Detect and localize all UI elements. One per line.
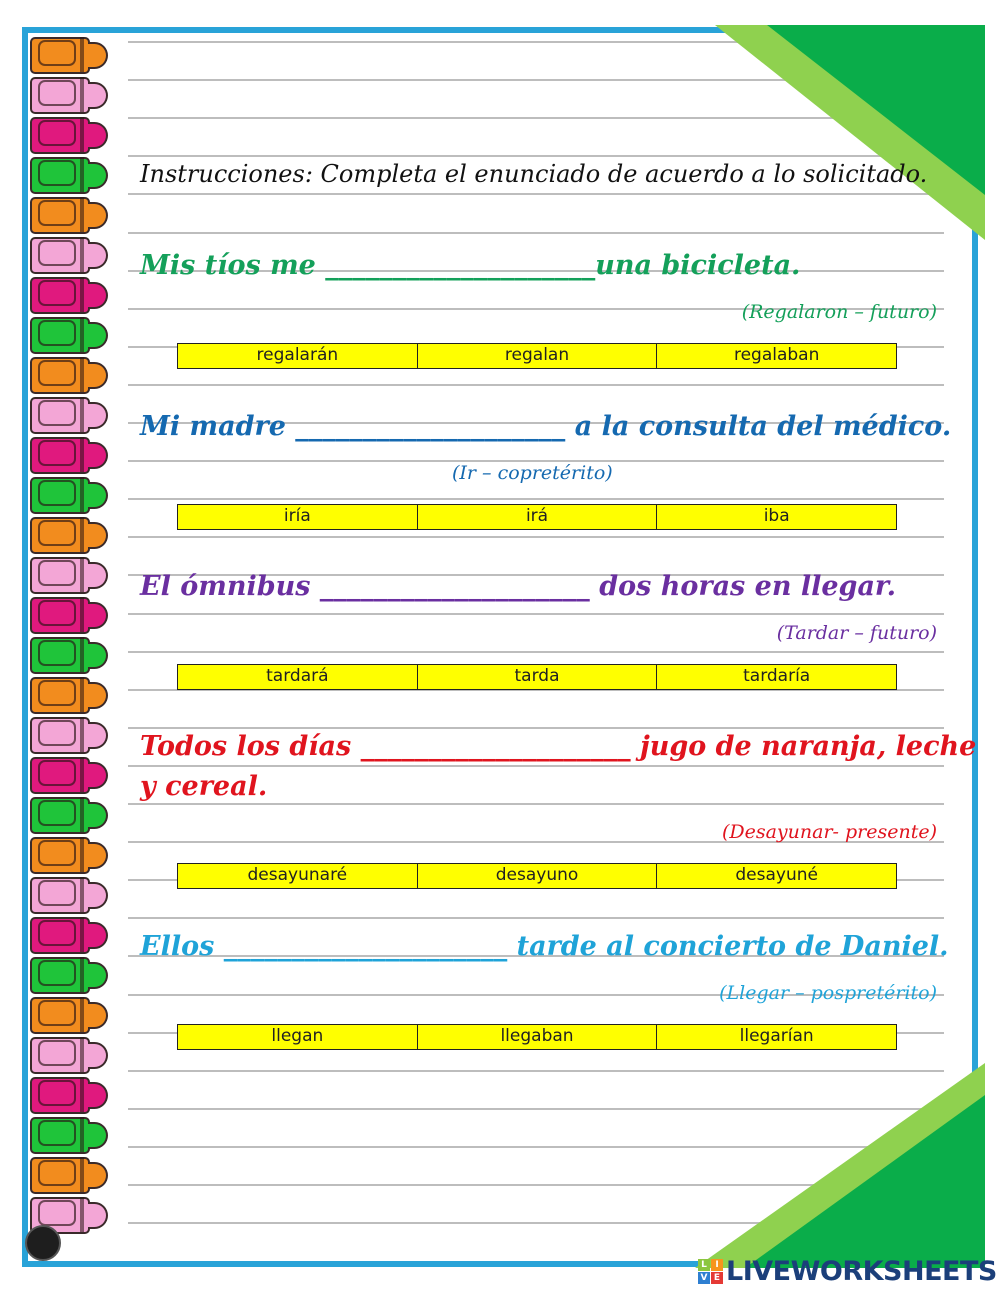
crayon-green-icon [30,156,110,196]
exercise-4-sentence-line-2: y cereal. [140,771,268,802]
crayon-magenta-icon [30,276,110,316]
option-button[interactable]: tardaría [743,666,811,686]
option-button[interactable]: desayunaré [178,864,418,888]
crayon-pink-icon [30,556,110,596]
exercise-1-options [177,343,897,369]
option-button[interactable]: desayuno [418,864,658,888]
crayon-green-icon [30,956,110,996]
crayon-pink-icon [30,396,110,436]
crayon-magenta-icon [30,756,110,796]
corner-decoration-top-right [715,25,985,240]
crayon-green-icon [30,316,110,356]
ruled-line [128,498,944,500]
exercise-4-hint: (Desayunar- presente) [721,821,937,843]
ruled-line [128,384,944,386]
author-badge-icon [25,1225,61,1261]
crayon-magenta-icon [30,116,110,156]
logo-tile: L [698,1259,710,1271]
crayon-green-icon [30,636,110,676]
instructions-text: Instrucciones: Completa el enunciado de acuerdo a lo solicitado. [140,160,928,188]
crayon-orange-icon [30,356,110,396]
crayon-orange-icon [30,36,110,76]
crayon-orange-icon [30,836,110,876]
option-button[interactable]: tardará [178,665,418,689]
exercise-5-hint: (Llegar – pospretérito) [719,982,937,1004]
exercise-1-hint: (Regalaron – futuro) [741,301,937,323]
ruled-line [128,917,944,919]
option-button[interactable]: regalarán [178,344,418,368]
corner-decoration-bottom-right [695,1063,985,1268]
crayon-green-icon [30,1116,110,1156]
ruled-line [128,613,944,615]
crayon-orange-icon [30,676,110,716]
exercise-2-sentence: Mi madre ____________________ a la consulta del médico. [140,411,952,442]
ruled-line [128,727,944,729]
crayon-border [30,36,112,1236]
option-button[interactable]: iría [178,505,418,529]
exercise-5-sentence: Ellos _____________________ tarde al concierto de Daniel. [140,931,949,962]
crayon-magenta-icon [30,596,110,636]
crayon-pink-icon [30,1036,110,1076]
crayon-magenta-icon [30,916,110,956]
option-button[interactable]: regalan [418,344,658,368]
option-button[interactable]: llegan [178,1025,418,1049]
exercise-2-options [177,504,897,530]
ruled-line [128,803,944,805]
option-button[interactable]: llegaban [418,1025,658,1049]
option-button[interactable]: llegarían [739,1026,814,1046]
exercise-3-sentence: El ómnibus ____________________ dos horas en llegar. [140,571,897,602]
exercise-3-options [177,664,897,690]
ruled-line [128,651,944,653]
logo-tile: V [698,1272,710,1284]
exercise-2-hint: (Ir – copretérito) [452,462,613,484]
liveworksheets-logo[interactable] [698,1256,997,1286]
crayon-magenta-icon [30,436,110,476]
crayon-green-icon [30,476,110,516]
crayon-orange-icon [30,516,110,556]
crayon-magenta-icon [30,1076,110,1116]
ruled-line [128,765,944,767]
exercise-4-sentence-line-1: Todos los días ____________________ jugo de naranja, leche [140,731,977,762]
logo-tile: I [711,1259,723,1271]
option-button[interactable]: desayuné [735,865,818,885]
crayon-orange-icon [30,996,110,1036]
ruled-line [128,536,944,538]
option-button[interactable]: iba [763,506,790,526]
logo-tile: E [711,1272,723,1284]
crayon-pink-icon [30,236,110,276]
option-button[interactable]: irá [418,505,658,529]
crayon-green-icon [30,796,110,836]
exercise-3-hint: (Tardar – futuro) [776,622,937,644]
live-tiles-icon [698,1259,723,1284]
crayon-orange-icon [30,1156,110,1196]
exercise-5-options [177,1024,897,1050]
crayon-pink-icon [30,76,110,116]
exercise-1-sentence: Mis tíos me ____________________una bicicleta. [140,250,801,281]
crayon-pink-icon [30,876,110,916]
logo-text: LIVEWORKSHEETS [726,1255,997,1287]
option-button[interactable]: tarda [418,665,658,689]
option-button[interactable]: regalaban [733,345,820,365]
crayon-pink-icon [30,716,110,756]
exercise-4-options [177,863,897,889]
crayon-orange-icon [30,196,110,236]
